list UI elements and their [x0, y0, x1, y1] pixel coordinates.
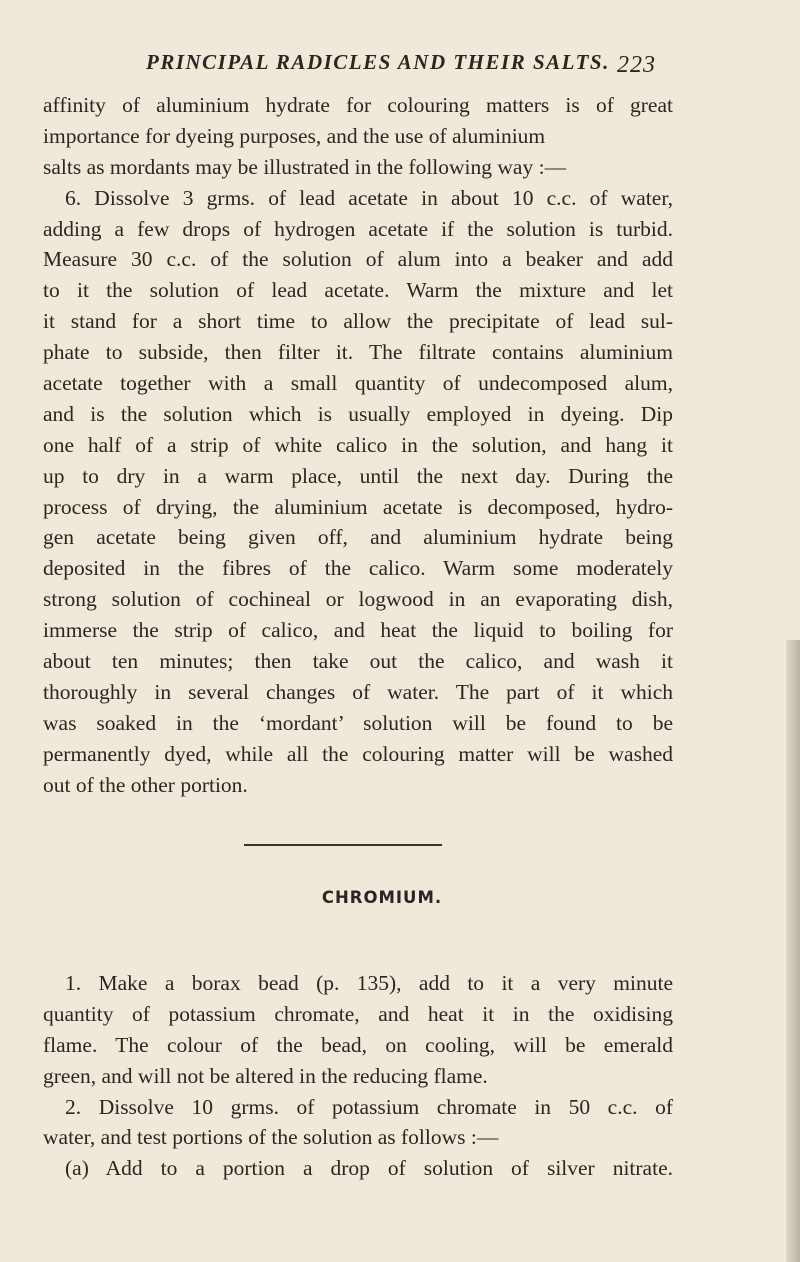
text-line: and is the solution which is usually employed in dyeing. Dip — [43, 401, 673, 426]
text-line: water, and test portions of the solution as follows :— — [43, 1125, 499, 1150]
text-line: 6. Dissolve 3 grms. of lead acetate in about 10 c.c. of water, — [65, 185, 673, 210]
text-line: to it the solution of lead acetate. Warm the mixture and let — [43, 278, 673, 303]
body-text-aluminium — [43, 90, 673, 800]
text-line: quantity of potassium chromate, and heat it in the oxidising — [43, 1001, 673, 1026]
text-line: importance for dyeing purposes, and the use of aluminium — [43, 123, 546, 148]
text-line: it stand for a short time to allow the precipitate of lead sul- — [43, 309, 673, 334]
text-line: permanently dyed, while all the colouring matter will be washed — [43, 741, 673, 766]
running-title: PRINCIPAL RADICLES AND THEIR SALTS. — [146, 50, 610, 74]
text-line: gen acetate being given off, and aluminium hydrate being — [43, 525, 673, 550]
text-line: immerse the strip of calico, and heat the liquid to boiling for — [43, 618, 673, 643]
page-number: 223 — [617, 52, 656, 78]
section-heading: CHROMIUM. — [321, 888, 443, 907]
text-line: strong solution of cochineal or logwood in an evaporating dish, — [43, 587, 673, 612]
text-line: thoroughly in several changes of water. The part of it which — [43, 679, 673, 704]
text-line: green, and will not be altered in the reducing flame. — [43, 1063, 488, 1088]
text-line: process of drying, the aluminium acetate is decomposed, hydro- — [43, 494, 673, 519]
text-line: salts as mordants may be illustrated in the following way :— — [43, 154, 567, 179]
page-header — [146, 50, 656, 80]
text-line: one half of a strip of white calico in the solution, and hang it — [43, 432, 673, 457]
text-line: (a) Add to a portion a drop of solution of silver nitrate. — [65, 1156, 673, 1181]
section-divider — [244, 844, 442, 846]
page-binding-edge — [786, 640, 800, 1262]
text-line: deposited in the fibres of the calico. Warm some moderately — [43, 556, 673, 581]
text-line: out of the other portion. — [43, 772, 248, 797]
text-line: about ten minutes; then take out the calico, and wash it — [43, 649, 673, 674]
text-line: up to dry in a warm place, until the next day. During the — [43, 463, 673, 488]
text-line: adding a few drops of hydrogen acetate if the solution is turbid. — [43, 216, 673, 241]
text-line: Measure 30 c.c. of the solution of alum into a beaker and add — [43, 247, 673, 272]
text-line: flame. The colour of the bead, on cooling, will be emerald — [43, 1032, 673, 1057]
text-line: acetate together with a small quantity of undecomposed alum, — [43, 371, 673, 396]
text-line: affinity of aluminium hydrate for colouring matters is of great — [43, 93, 673, 117]
text-line: phate to subside, then filter it. The filtrate contains aluminium — [43, 340, 673, 365]
body-text-chromium — [43, 968, 673, 1184]
text-line: 2. Dissolve 10 grms. of potassium chromate in 50 c.c. of — [65, 1094, 673, 1119]
text-line: was soaked in the ‘mordant’ solution will be found to be — [43, 710, 673, 735]
text-line: 1. Make a borax bead (p. 135), add to it a very minute — [65, 971, 673, 995]
